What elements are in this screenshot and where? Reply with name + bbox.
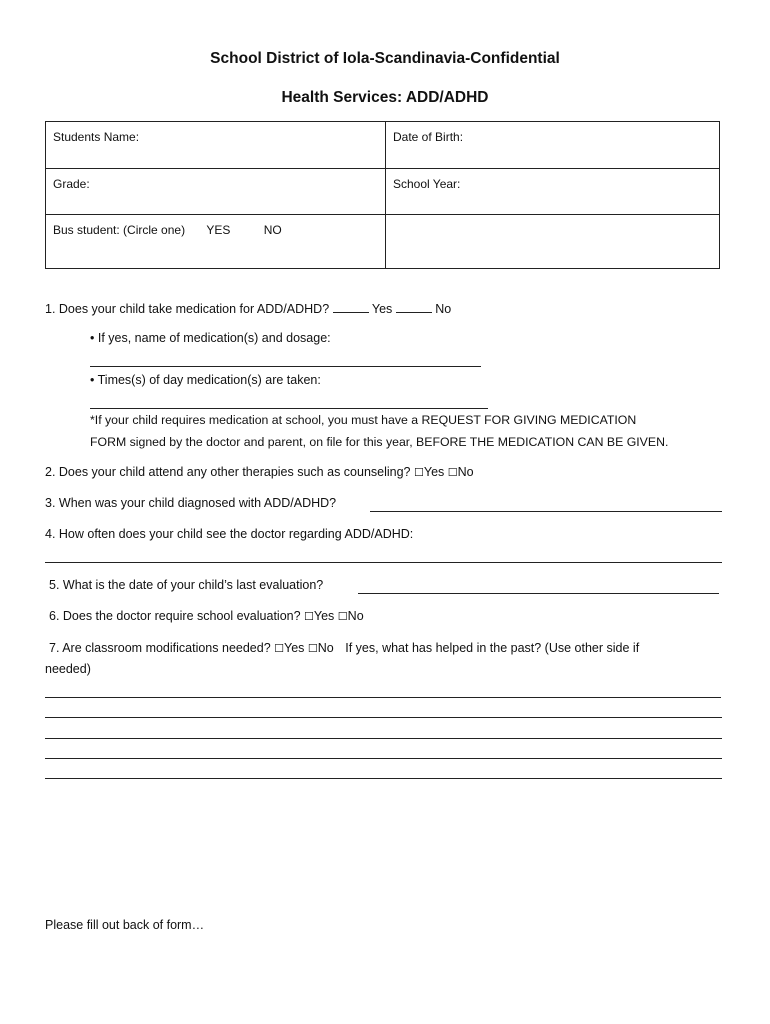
- bus-no-option[interactable]: NO: [263, 223, 282, 237]
- q2-no-label: No: [457, 465, 474, 479]
- question-7-text: 7. Are classroom modifications needed?: [49, 641, 271, 655]
- question-1-text: 1. Does your child take medication for ADD/ADHD?: [45, 302, 330, 316]
- grade-field[interactable]: [46, 169, 386, 215]
- question-3-text: 3. When was your child diagnosed with ADD/ADHD?: [45, 496, 337, 510]
- question-6-text: 6. Does the doctor require school evaluation?: [49, 609, 301, 623]
- grade-label: Grade:: [53, 177, 90, 191]
- q7-no-checkbox[interactable]: ☐: [307, 642, 318, 655]
- medication-name-line[interactable]: [90, 366, 481, 367]
- date-of-birth-label: Date of Birth:: [393, 130, 464, 144]
- question-6: [49, 609, 364, 623]
- medication-note-line-1: *If your child requires medication at school, you must have a REQUEST FOR GIVING MEDICATION: [90, 413, 637, 427]
- q2-yes-label: Yes: [423, 465, 445, 479]
- medication-note-line-2: FORM signed by the doctor and parent, on file for this year, BEFORE THE MEDICATION CAN BE GIVEN.: [90, 435, 669, 449]
- question-4-text: 4. How often does your child see the doctor regarding ADD/ADHD:: [45, 527, 414, 541]
- q7-answer-line[interactable]: [45, 697, 721, 698]
- q7-followup-continued: needed): [45, 662, 91, 676]
- q1-medication-times-prompt: • Times(s) of day medication(s) are taken:: [90, 373, 321, 387]
- question-2: [45, 465, 474, 479]
- q7-yes-label: Yes: [284, 641, 305, 655]
- question-7: [49, 641, 639, 655]
- form-subtitle: Health Services: ADD/ADHD: [281, 89, 489, 106]
- date-of-birth-field[interactable]: [386, 122, 720, 169]
- q7-followup-text: If yes, what has helped in the past? (Use other side if: [345, 641, 640, 655]
- q7-no-label: No: [317, 641, 334, 655]
- q7-yes-checkbox[interactable]: ☐: [274, 642, 285, 655]
- q7-answer-line[interactable]: [45, 717, 722, 718]
- question-1: [45, 300, 451, 316]
- bus-student-label: Bus student: (Circle one): [53, 223, 186, 237]
- question-2-text: 2. Does your child attend any other therapies such as counseling?: [45, 465, 411, 479]
- q1-no-label: No: [435, 302, 452, 316]
- q2-no-checkbox[interactable]: ☐: [447, 466, 458, 479]
- empty-cell: [386, 215, 720, 269]
- q1-medication-name-prompt: • If yes, name of medication(s) and dosage:: [90, 331, 331, 345]
- form-title: School District of Iola-Scandinavia-Confidential: [210, 50, 560, 67]
- q7-answer-line[interactable]: [45, 758, 722, 759]
- medication-times-line[interactable]: [90, 408, 488, 409]
- q6-no-checkbox[interactable]: ☐: [337, 610, 348, 623]
- q1-yes-label: Yes: [371, 302, 393, 316]
- q7-answer-line[interactable]: [45, 778, 722, 779]
- bus-yes-option[interactable]: YES: [206, 223, 231, 237]
- q5-answer-line[interactable]: [358, 593, 719, 594]
- student-name-field[interactable]: [46, 122, 386, 169]
- q6-no-label: No: [347, 609, 364, 623]
- q6-yes-checkbox[interactable]: ☐: [304, 610, 314, 623]
- school-year-field[interactable]: [386, 169, 720, 215]
- student-name-label: Students Name:: [53, 130, 140, 144]
- q1-no-blank[interactable]: [396, 300, 432, 313]
- q6-yes-label: Yes: [313, 609, 335, 623]
- q2-yes-checkbox[interactable]: ☐: [414, 466, 424, 479]
- q3-answer-line[interactable]: [370, 511, 722, 512]
- q1-yes-blank[interactable]: [333, 300, 369, 313]
- q4-answer-line[interactable]: [45, 562, 722, 563]
- school-year-label: School Year:: [393, 177, 461, 191]
- q7-answer-line[interactable]: [45, 738, 722, 739]
- question-5-text: 5. What is the date of your child’s last evaluation?: [49, 578, 324, 592]
- student-info-table: [45, 121, 720, 269]
- bus-student-field[interactable]: [46, 215, 386, 269]
- footer-note: Please fill out back of form…: [45, 918, 205, 932]
